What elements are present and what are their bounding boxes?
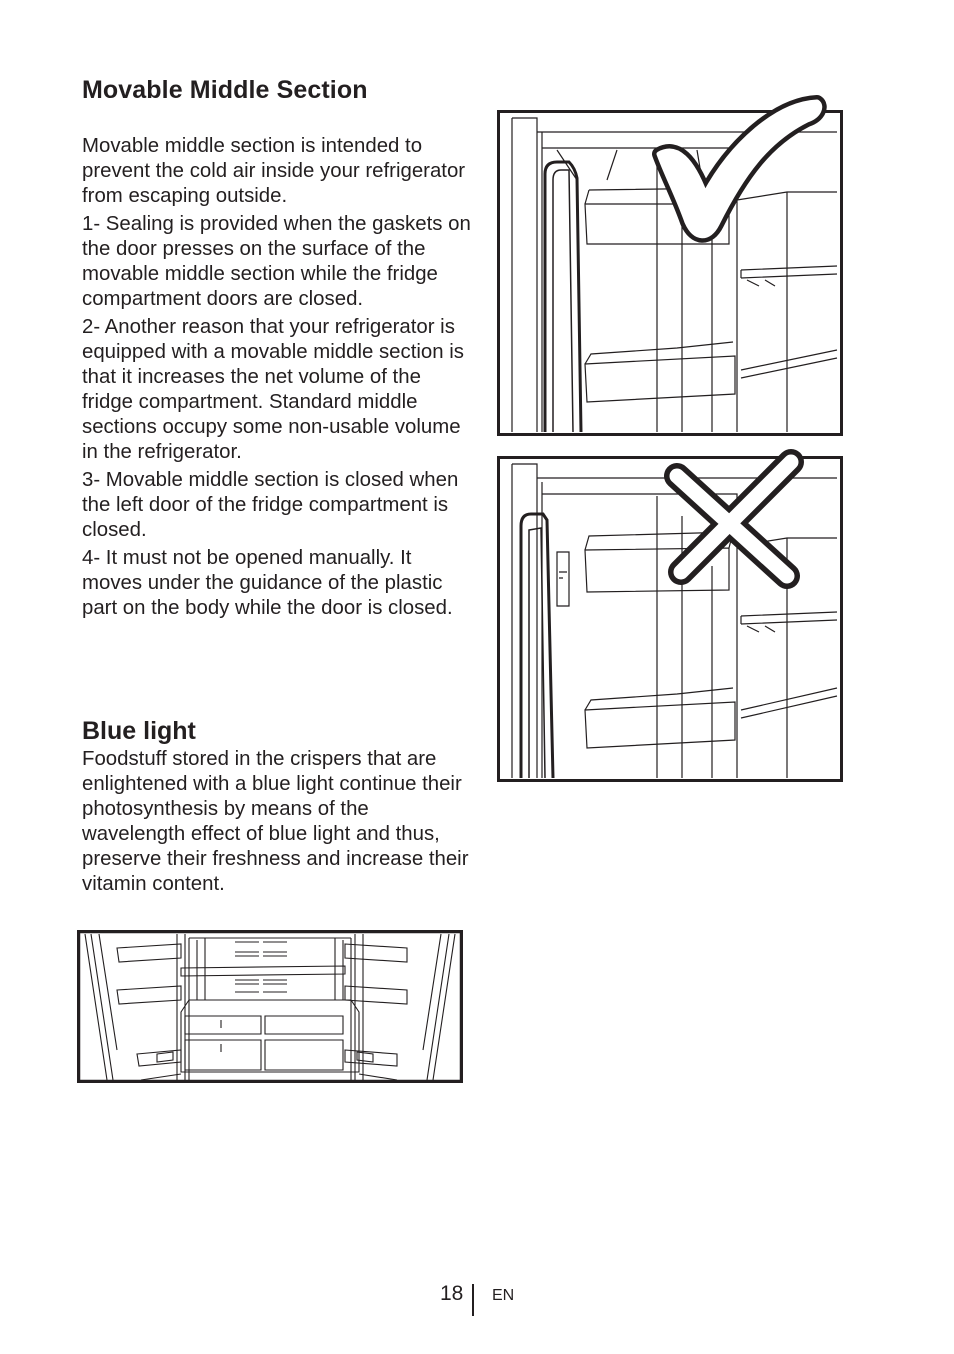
paragraph: 1- Sealing is provided when the gaskets on the door presses on the surface of the movable middle section while the fridge compartment doors are closed. [82,213,471,310]
section-body-blue-light [82,747,472,900]
paragraph: 2- Another reason that your refrigerator is equipped with a movable middle section is that it increases the net volume of the fridge compartment. Standard middle sections occupy some non-usable volume in the refrigerator. [82,316,464,463]
check-mark-icon [647,94,827,244]
page-footer [0,1281,954,1317]
figure-incorrect-door-seal [497,456,843,782]
figure-correct-door-seal [497,110,843,436]
figure-fridge-crispers [77,930,463,1083]
section-body-movable-middle [82,134,472,624]
paragraph: 4- It must not be opened manually. It moves under the guidance of the plastic part on the body while the door is closed. [82,547,453,619]
footer-divider [472,1284,474,1316]
cross-mark-icon [659,448,809,598]
section-title-blue-light: Blue light [82,717,196,745]
paragraph: Movable middle section is intended to prevent the cold air inside your refrigerator from escaping outside. [82,135,466,207]
paragraph: Foodstuff stored in the crispers that are enlightened with a blue light continue their photosynthesis by means of the wavelength effect of blue light and thus, preserve their freshness and increase their vitamin content. [82,748,469,895]
section-title-movable-middle: Movable Middle Section [82,76,368,104]
paragraph: 3- Movable middle section is closed when the left door of the fridge compartment is closed. [82,469,459,541]
language-code: EN [492,1287,515,1304]
page-number: 18 [440,1282,464,1305]
